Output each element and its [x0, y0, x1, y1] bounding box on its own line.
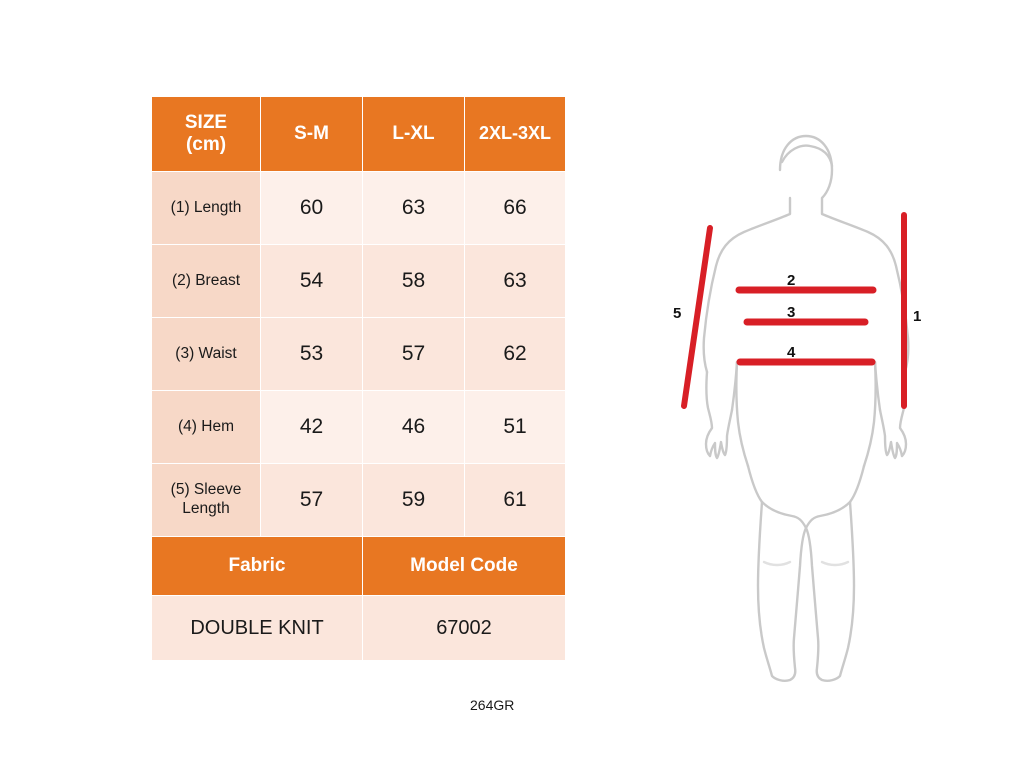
cell-breast-lxl: 58	[363, 245, 465, 318]
header-size-cm	[152, 97, 261, 172]
cell-length-lxl: 63	[363, 172, 465, 245]
table-row	[152, 464, 566, 537]
cell-hem-sm: 42	[261, 391, 363, 464]
table-row	[152, 391, 566, 464]
mannequin-outline-icon	[704, 136, 909, 681]
measure-label-1: 1	[913, 308, 922, 325]
cell-sleeve-sm: 57	[261, 464, 363, 537]
cell-waist-lxl: 57	[363, 318, 465, 391]
cell-sleeve-lxl: 59	[363, 464, 465, 537]
cell-waist-sm: 53	[261, 318, 363, 391]
table-row	[152, 318, 566, 391]
size-table	[151, 96, 566, 661]
gram-weight-note: 264GR	[470, 697, 515, 713]
header-size-line2: (cm)	[185, 134, 227, 155]
cell-length-sm: 60	[261, 172, 363, 245]
table-footer-header-row	[152, 537, 566, 596]
mannequin-diagram	[640, 110, 970, 700]
measure-label-4: 4	[787, 344, 796, 361]
cell-breast-2xl3xl: 63	[465, 245, 566, 318]
footer-header-model-code: Model Code	[363, 537, 566, 596]
cell-hem-2xl3xl: 51	[465, 391, 566, 464]
cell-sleeve-2xl3xl: 61	[465, 464, 566, 537]
footer-value-fabric: DOUBLE KNIT	[152, 596, 363, 661]
header-size-line1: SIZE	[184, 111, 228, 133]
cell-hem-lxl: 46	[363, 391, 465, 464]
table-footer-value-row	[152, 596, 566, 661]
footer-header-fabric: Fabric	[152, 537, 363, 596]
footer-value-model-code: 67002	[363, 596, 566, 661]
table-row	[152, 172, 566, 245]
measure-label-2: 2	[787, 272, 796, 289]
cell-length-2xl3xl: 66	[465, 172, 566, 245]
table-header-row	[152, 97, 566, 172]
header-l-xl: L-XL	[363, 97, 465, 172]
cell-waist-2xl3xl: 62	[465, 318, 566, 391]
row-label-sleeve-length: (5) Sleeve Length	[152, 464, 261, 537]
header-2xl-3xl: 2XL-3XL	[465, 97, 566, 172]
row-label-hem: (4) Hem	[152, 391, 261, 464]
row-label-length: (1) Length	[152, 172, 261, 245]
table-row	[152, 245, 566, 318]
body-measurement-figure	[640, 110, 970, 700]
cell-breast-sm: 54	[261, 245, 363, 318]
row-label-breast: (2) Breast	[152, 245, 261, 318]
header-s-m: S-M	[261, 97, 363, 172]
row-label-waist: (3) Waist	[152, 318, 261, 391]
measure-label-3: 3	[787, 304, 796, 321]
measure-label-5: 5	[673, 305, 682, 322]
